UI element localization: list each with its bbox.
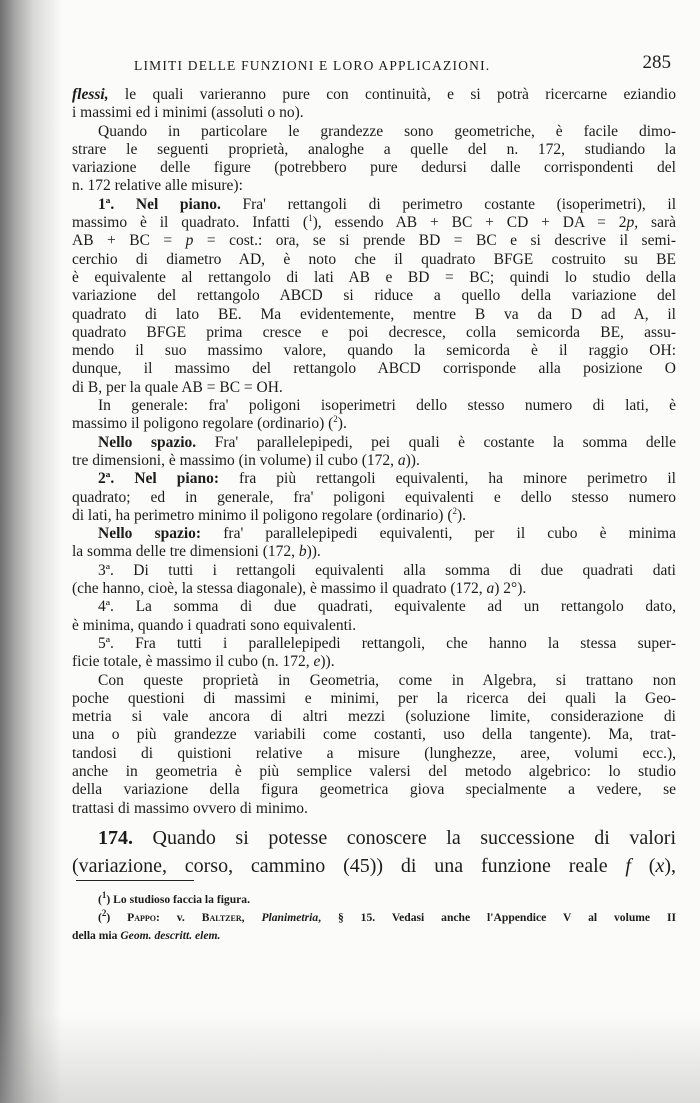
text-line xyxy=(72,580,676,598)
text-run: )). xyxy=(320,653,335,671)
text-run: x xyxy=(655,855,665,877)
main-text xyxy=(72,86,676,818)
text-run: la somma delle tre dimensioni (172, xyxy=(72,543,299,561)
text-run: le quali varieranno pure con continuità, e si potrà ricercarne eziandio xyxy=(108,86,676,103)
text-line xyxy=(72,562,676,580)
text-run: di B, per la quale AB = BC = OH. xyxy=(72,378,283,396)
text-run: è equivalente al rettangolo di lati AB e BD = BC; quindi lo studio della xyxy=(72,268,676,286)
text-line xyxy=(72,525,676,543)
text-run: p xyxy=(185,232,194,250)
text-line xyxy=(72,141,676,159)
bold-lead: 2ª. Nel piano: xyxy=(98,470,219,488)
text-line xyxy=(72,360,676,378)
text-run: : v. xyxy=(156,911,202,924)
text-line xyxy=(72,543,676,561)
text-run: i massimi ed i minimi (assoluti o no). xyxy=(72,104,304,122)
text-line xyxy=(72,306,676,324)
text-line xyxy=(72,104,676,122)
text-run: 5ª. Fra tutti i parallelepipedi rettangoli, che hanno la stessa super- xyxy=(98,634,676,652)
text-run: )). xyxy=(306,543,321,561)
footnote-line xyxy=(72,909,676,927)
scan-shadow-left xyxy=(0,0,62,1103)
text-line xyxy=(72,287,676,305)
text-line xyxy=(72,342,676,360)
text-line xyxy=(72,397,676,415)
text-line xyxy=(72,635,676,653)
text-run: variazione del rettangolo ABCD si riduce a quello della variazione del xyxy=(72,287,676,305)
text-run: Baltzer xyxy=(201,911,242,924)
text-line xyxy=(72,159,676,177)
text-line xyxy=(72,379,676,397)
text-run: quadrato BFGE prima cresce e poi decresce, colla semicorda BE, assu- xyxy=(72,323,676,341)
bold-lead: Nello spazio. xyxy=(98,433,197,451)
text-run: Planimetria xyxy=(261,911,319,924)
text-run: metria si vale ancora di altri mezzi (soluzione limite, considerazione di xyxy=(72,708,676,726)
text-run: ( xyxy=(98,893,102,906)
scan-shadow-bottom xyxy=(0,1013,700,1103)
text-run: )). xyxy=(405,451,420,469)
text-run: Con queste proprietà in Geometria, come in Algebra, si trattano non xyxy=(98,671,676,689)
bold-lead: 1ª. Nel piano. xyxy=(98,195,221,213)
text-run: ) xyxy=(106,911,128,924)
text-run: , sarà xyxy=(634,214,676,232)
text-run: ficie totale, è massimo il cubo (n. 172, xyxy=(72,653,314,671)
text-line xyxy=(72,690,676,708)
footnote-ref: 2 xyxy=(101,908,107,919)
text-run: ). xyxy=(337,415,347,433)
text-line xyxy=(72,86,676,104)
text-run: fra più rettangoli equivalenti, ha minore perimetro il xyxy=(218,470,676,488)
text-run: , xyxy=(241,911,262,924)
text-run: a xyxy=(397,451,406,469)
text-run: dunque, il massimo del rettangolo ABCD corrisponde alla posizione O xyxy=(72,360,676,378)
text-run: (che hanno, cioè, la stessa diagonale), è massimo il quadrato (172, xyxy=(72,580,487,598)
text-line xyxy=(72,745,676,763)
bold-lead: 174. xyxy=(98,827,133,849)
text-run: ). xyxy=(457,506,467,524)
text-line xyxy=(72,824,676,852)
text-run: AB + BC = xyxy=(72,232,186,250)
text-run: f xyxy=(625,855,631,877)
text-line xyxy=(72,653,676,671)
text-run: quadrato di lato BE. Ma evidentemente, mentre B va da D ad A, il xyxy=(72,305,676,323)
section-174-text xyxy=(72,824,676,880)
text-run: una o più grandezze variabili come costanti, uso della tangente). Ma, trat- xyxy=(72,726,676,744)
text-run: mendo il suo massimo valore, quando la semicorda è il raggio OH: xyxy=(72,342,676,360)
text-line xyxy=(72,507,676,525)
footnote-line xyxy=(72,927,676,945)
text-run: cerchio di diametro AD, è noto che il quadrato BFGE costruito su BE xyxy=(72,250,676,268)
text-run: massimo è il quadrato. Infatti ( xyxy=(72,214,309,232)
text-line xyxy=(72,708,676,726)
running-title: LIMITI DELLE FUNZIONI E LORO APPLICAZIONI. xyxy=(134,58,491,73)
text-run: Fra' rettangoli di perimetro costante (isoperimetri), il xyxy=(220,195,676,213)
text-run: p xyxy=(626,214,635,232)
footnote-ref: 2 xyxy=(452,505,458,516)
page-number: 285 xyxy=(642,52,671,73)
text-line xyxy=(72,617,676,635)
text-run: Fra' parallelepipedi, pei quali è costante la somma delle xyxy=(196,433,676,451)
text-line xyxy=(72,726,676,744)
text-run: poche questioni di massimi e minimi, per la ricerca dei quali la Geo- xyxy=(72,689,676,707)
text-run: fra' parallelepipedi equivalenti, per il cubo è minima xyxy=(201,525,676,543)
text-run: quadrato; ed in generale, fra' poligoni equivalenti e dello stesso numero xyxy=(72,488,676,506)
text-run: tre dimensioni, è massimo (in volume) il cubo (172, xyxy=(72,451,398,469)
text-line xyxy=(72,489,676,507)
text-run: ) Lo studioso faccia la figura. xyxy=(106,893,251,906)
text-run: trattasi di massimo ovvero di minimo. xyxy=(72,799,308,817)
page-header xyxy=(72,52,677,76)
text-line xyxy=(72,598,676,616)
text-run: = cost.: ora, se si prende BD = BC e si descrive il semi- xyxy=(193,232,676,250)
text-run: ( xyxy=(98,911,102,924)
text-run: Geom. descritt. elem. xyxy=(120,929,221,942)
footnote-ref: 2 xyxy=(333,414,338,425)
text-run: e xyxy=(313,653,321,671)
footnotes xyxy=(72,891,676,945)
text-run: Quando in particolare le grandezze sono geometriche, è facile dimo- xyxy=(98,122,676,140)
text-line xyxy=(72,781,676,799)
text-run: anche in geometria è più semplice valersi del metodo algebrico: lo studio xyxy=(72,762,676,780)
bold-lead: Nello spazio: xyxy=(98,525,202,543)
text-line xyxy=(72,763,676,781)
text-run: ), essendo AB + BC + CD + DA = 2 xyxy=(312,214,627,232)
text-run: In generale: fra' poligoni isoperimetri dello stesso numero di lati, è xyxy=(98,397,676,415)
bold-lead: flessi, xyxy=(72,86,109,103)
text-run: è minima, quando i quadrati sono equivalenti. xyxy=(72,616,357,634)
text-run: 4ª. La somma di due quadrati, equivalente ad un rettangolo dato, xyxy=(98,598,676,616)
text-run: massimo il poligono regolare (ordinario) ( xyxy=(72,415,334,433)
text-run: n. 172 relative alle misure): xyxy=(72,177,243,195)
footnote-rule xyxy=(76,880,194,881)
text-run: , § 15. Vedasi anche l'Appendice V al volume II xyxy=(318,911,677,924)
text-line xyxy=(72,470,676,488)
text-run: 3ª. Di tutti i rettangoli equivalenti alla somma di due quadrati dati xyxy=(98,561,676,579)
footnote-line xyxy=(72,891,676,909)
text-run: (variazione, corso, cammino (45)) di una funzione reale xyxy=(72,855,626,877)
text-line xyxy=(72,214,676,232)
text-run: di lati, ha perimetro minimo il poligono regolare (ordinario) ( xyxy=(72,506,453,524)
text-line xyxy=(72,415,676,433)
text-run: della variazione della figura geometrica giova specialmente a vedere, se xyxy=(72,781,676,799)
text-line xyxy=(72,196,676,214)
text-line xyxy=(72,672,676,690)
text-line xyxy=(72,177,676,195)
footnote-ref: 1 xyxy=(101,890,107,901)
text-run: tandosi di quistioni relative a misure (lunghezze, aree, volumi ecc.), xyxy=(72,744,676,762)
text-run: della mia xyxy=(72,929,121,942)
text-run: strare le seguenti proprietà, analoghe a quelle del n. 172, studiando la xyxy=(72,140,676,158)
text-run: Quando si potesse conoscere la successione di valori xyxy=(133,827,676,849)
text-run: Pappo xyxy=(127,911,156,924)
text-line xyxy=(72,452,676,470)
text-line xyxy=(72,123,676,141)
text-line xyxy=(72,269,676,287)
text-run: ) 2°). xyxy=(494,580,527,598)
text-line xyxy=(72,434,676,452)
text-run: a xyxy=(486,580,495,598)
text-line xyxy=(72,852,676,880)
text-line xyxy=(72,232,676,250)
text-run: variazione delle figure (potrebbero pure dedursi dalle corrispondenti del xyxy=(72,159,676,177)
text-run: ( xyxy=(630,855,656,877)
text-run: b xyxy=(298,543,307,561)
text-line xyxy=(72,324,676,342)
text-run: ), xyxy=(664,855,676,877)
footnote-ref: 1 xyxy=(308,212,313,223)
text-line xyxy=(72,251,676,269)
text-line xyxy=(72,800,676,818)
